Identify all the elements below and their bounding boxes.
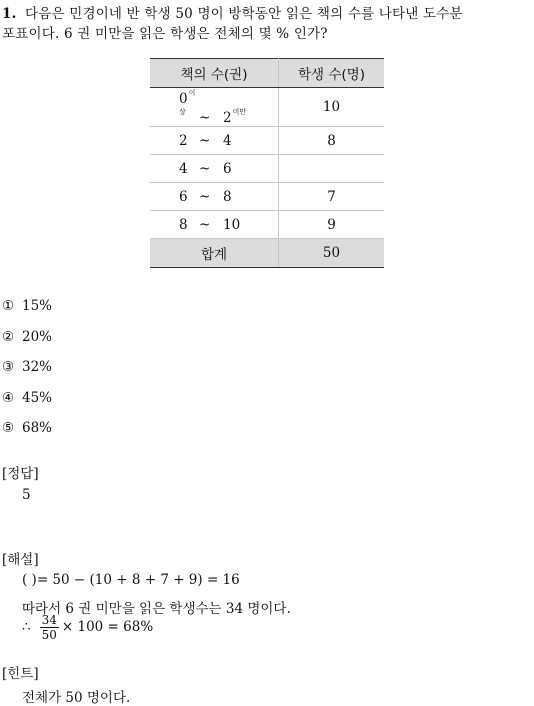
range-low: 4 [179,160,188,177]
option-item[interactable] [2,359,52,390]
table-row [150,155,384,183]
count-cell [279,155,385,183]
table-row [150,211,384,239]
count-cell: 10 [279,88,385,127]
option-marker: ② [2,328,15,345]
question-line-1 [2,2,463,22]
option-item[interactable] [2,420,52,451]
fraction-rest: × 100 = 68% [61,619,154,635]
fraction-numerator: 34 [41,613,57,627]
option-text: 20% [22,328,53,345]
question-line-2 [2,22,328,42]
option-item[interactable] [2,390,52,421]
option-item[interactable] [2,298,52,329]
frequency-table [150,58,384,268]
answer-label: [정답] [2,466,39,482]
range-cell [150,211,279,239]
table-row [150,88,384,127]
answer-options [2,298,52,451]
range-low: 6 [179,188,188,205]
option-item[interactable] [2,329,52,360]
hint-text: 전체가 50 명이다. [22,690,131,706]
option-text: 68% [22,420,53,436]
solution-line-3 [22,613,153,642]
range-high: 6 [223,160,232,177]
range-low: 2 [179,132,188,149]
range-high: 8 [223,188,232,205]
range-low: 8 [179,216,188,233]
count-cell: 7 [279,183,385,211]
hint-label: [힌트] [2,666,39,682]
range-tilde: ~ [199,132,211,149]
solution-label: [해설] [2,552,39,568]
option-text: 45% [22,389,53,406]
count-cell: 8 [279,127,385,155]
range-tilde: ~ [199,216,211,233]
question-text-2: 포표이다. 6 권 미만을 읽은 학생은 전체의 몇 % 인가? [2,26,328,42]
option-marker: ① [2,298,15,314]
range-tilde: ~ [199,110,211,126]
fraction [40,613,59,642]
table-row [150,183,384,211]
range-high: 2 [223,110,232,126]
header-students: 학생 수(명) [279,59,385,88]
question-number: 1. [2,6,17,22]
total-label: 합계 [150,239,279,268]
table-row [150,127,384,155]
therefore-symbol: ∴ [22,619,31,635]
range-cell [150,183,279,211]
option-marker: ⑤ [2,420,15,436]
solution-line-2: 따라서 6 권 미만을 읽은 학생수는 34 명이다. [22,601,291,617]
table-header-row [150,59,384,88]
question-text-1: 다음은 민경이네 반 학생 50 명이 방학동안 읽은 책의 수를 나타낸 도수분 [25,6,463,22]
range-high-qualifier: 미만 [232,108,247,116]
option-text: 32% [22,359,53,375]
solution-line-1: ( )= 50 − (10 + 8 + 7 + 9) = 16 [22,572,240,588]
option-marker: ③ [2,359,15,375]
range-cell [150,155,279,183]
range-high: 10 [223,216,241,233]
table-total-row [150,239,384,268]
range-cell [150,127,279,155]
range-high: 4 [223,132,232,149]
total-value: 50 [279,239,385,268]
option-marker: ④ [2,389,15,406]
header-books: 책의 수(권) [150,59,279,88]
fraction-denominator: 50 [41,628,57,642]
option-text: 15% [22,298,53,314]
range-tilde: ~ [199,188,211,205]
range-low-qualifier: 이상 [179,89,196,116]
answer-value: 5 [22,487,31,503]
range-tilde: ~ [199,160,211,177]
range-cell [150,88,279,127]
count-cell: 9 [279,211,385,239]
range-low: $0^{이상}$ [179,89,196,116]
